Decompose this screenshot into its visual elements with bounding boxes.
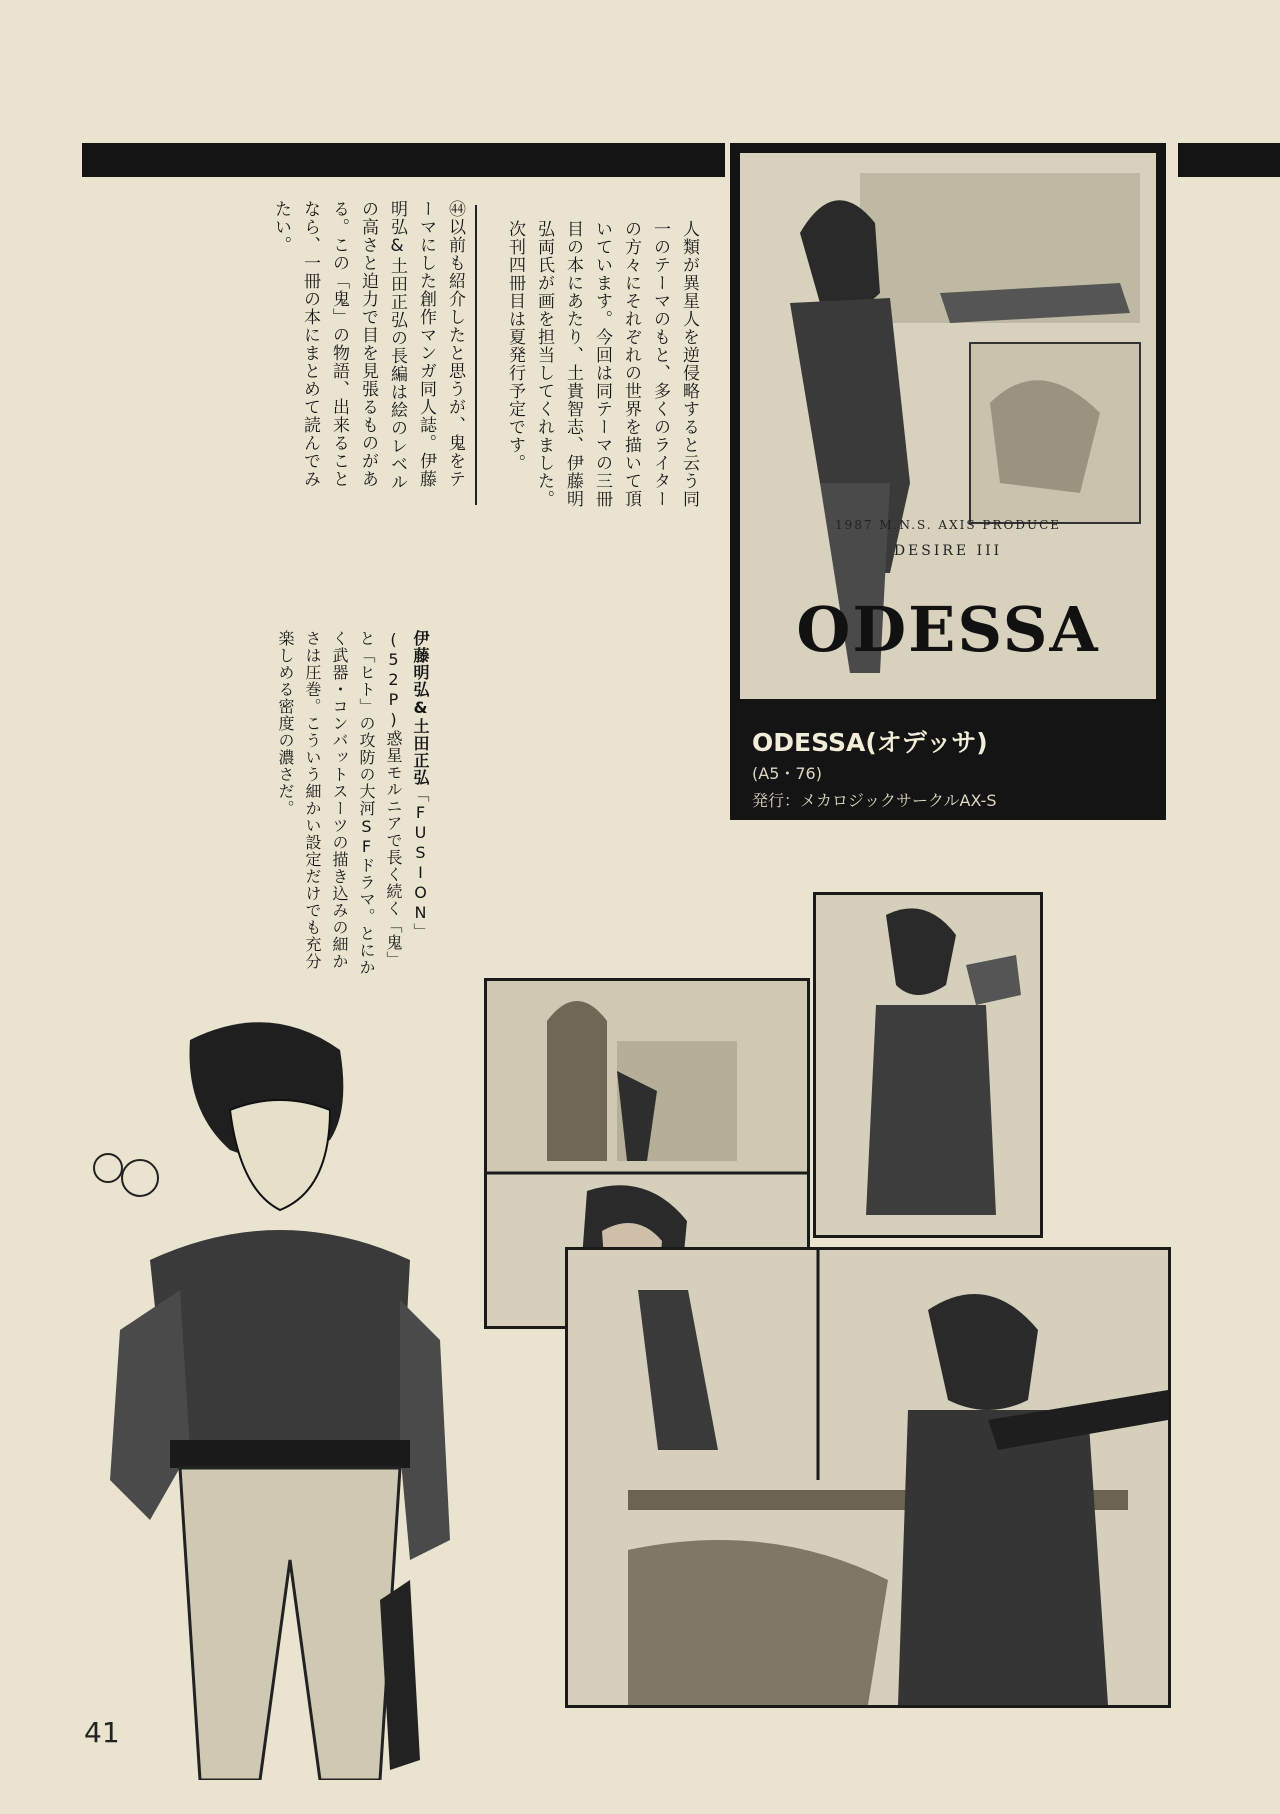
panel-illustration — [816, 895, 1040, 1235]
odessa-cover-box — [730, 143, 1166, 820]
article-column-a: 人類が異星人を逆侵略すると云う同一のテーマのもと、多くのライターの方々にそれぞれの世界を描いて頂いています。今回は同テーマの三冊目の本にあたり、土貴智志、伊藤明弘両氏が画を担当してくれました。次刊四冊目は夏発行予定です。 — [505, 220, 699, 508]
fusion-title: 「FUSION」(52P) — [384, 630, 430, 940]
header-bar-left — [82, 143, 725, 177]
header-bar-right — [1178, 143, 1280, 177]
odessa-caption-size: (A5・76) — [752, 764, 822, 783]
cover-title: ODESSA — [796, 593, 1100, 666]
column-divider — [475, 205, 477, 505]
panel-illustration — [568, 1250, 1168, 1705]
cover-subtitle: DESIRE III — [893, 543, 1003, 559]
manga-panel-bottom — [565, 1247, 1171, 1708]
character-illustration — [80, 1000, 520, 1780]
page-number: 41 — [84, 1716, 120, 1749]
manga-panel-top-right — [813, 892, 1043, 1238]
fusion-body: 惑星モルニアで長く続く「鬼」と「ヒト」の攻防の大河SFドラマ。とにかく武器・コンバットスーツの描き込みの細かさは圧巻。こういう細かい設定だけでも充分楽しめる密度の濃さだ。 — [276, 630, 403, 976]
odessa-cover-image — [740, 153, 1156, 699]
odessa-caption-publisher: 発行：メカロジックサークルAX-S — [752, 791, 997, 810]
cover-credit: 1987 M.N.S. AXIS PRODUCE — [834, 518, 1062, 532]
fusion-authors: 伊藤明弘&土田正弘 — [411, 630, 430, 786]
fusion-caption — [272, 630, 434, 980]
odessa-caption-title: ODESSA(オデッサ) — [752, 728, 988, 757]
article-column-b: ㊹以前も紹介したと思うが、鬼をテーマにした創作マンガ同人誌。伊藤明弘&土田正弘の長編は絵のレベルの高さと迫力で目を見張るものがある。この「鬼」の物語、出来ることなら、一冊の本にまとめて読んでみたい。 — [271, 200, 465, 491]
